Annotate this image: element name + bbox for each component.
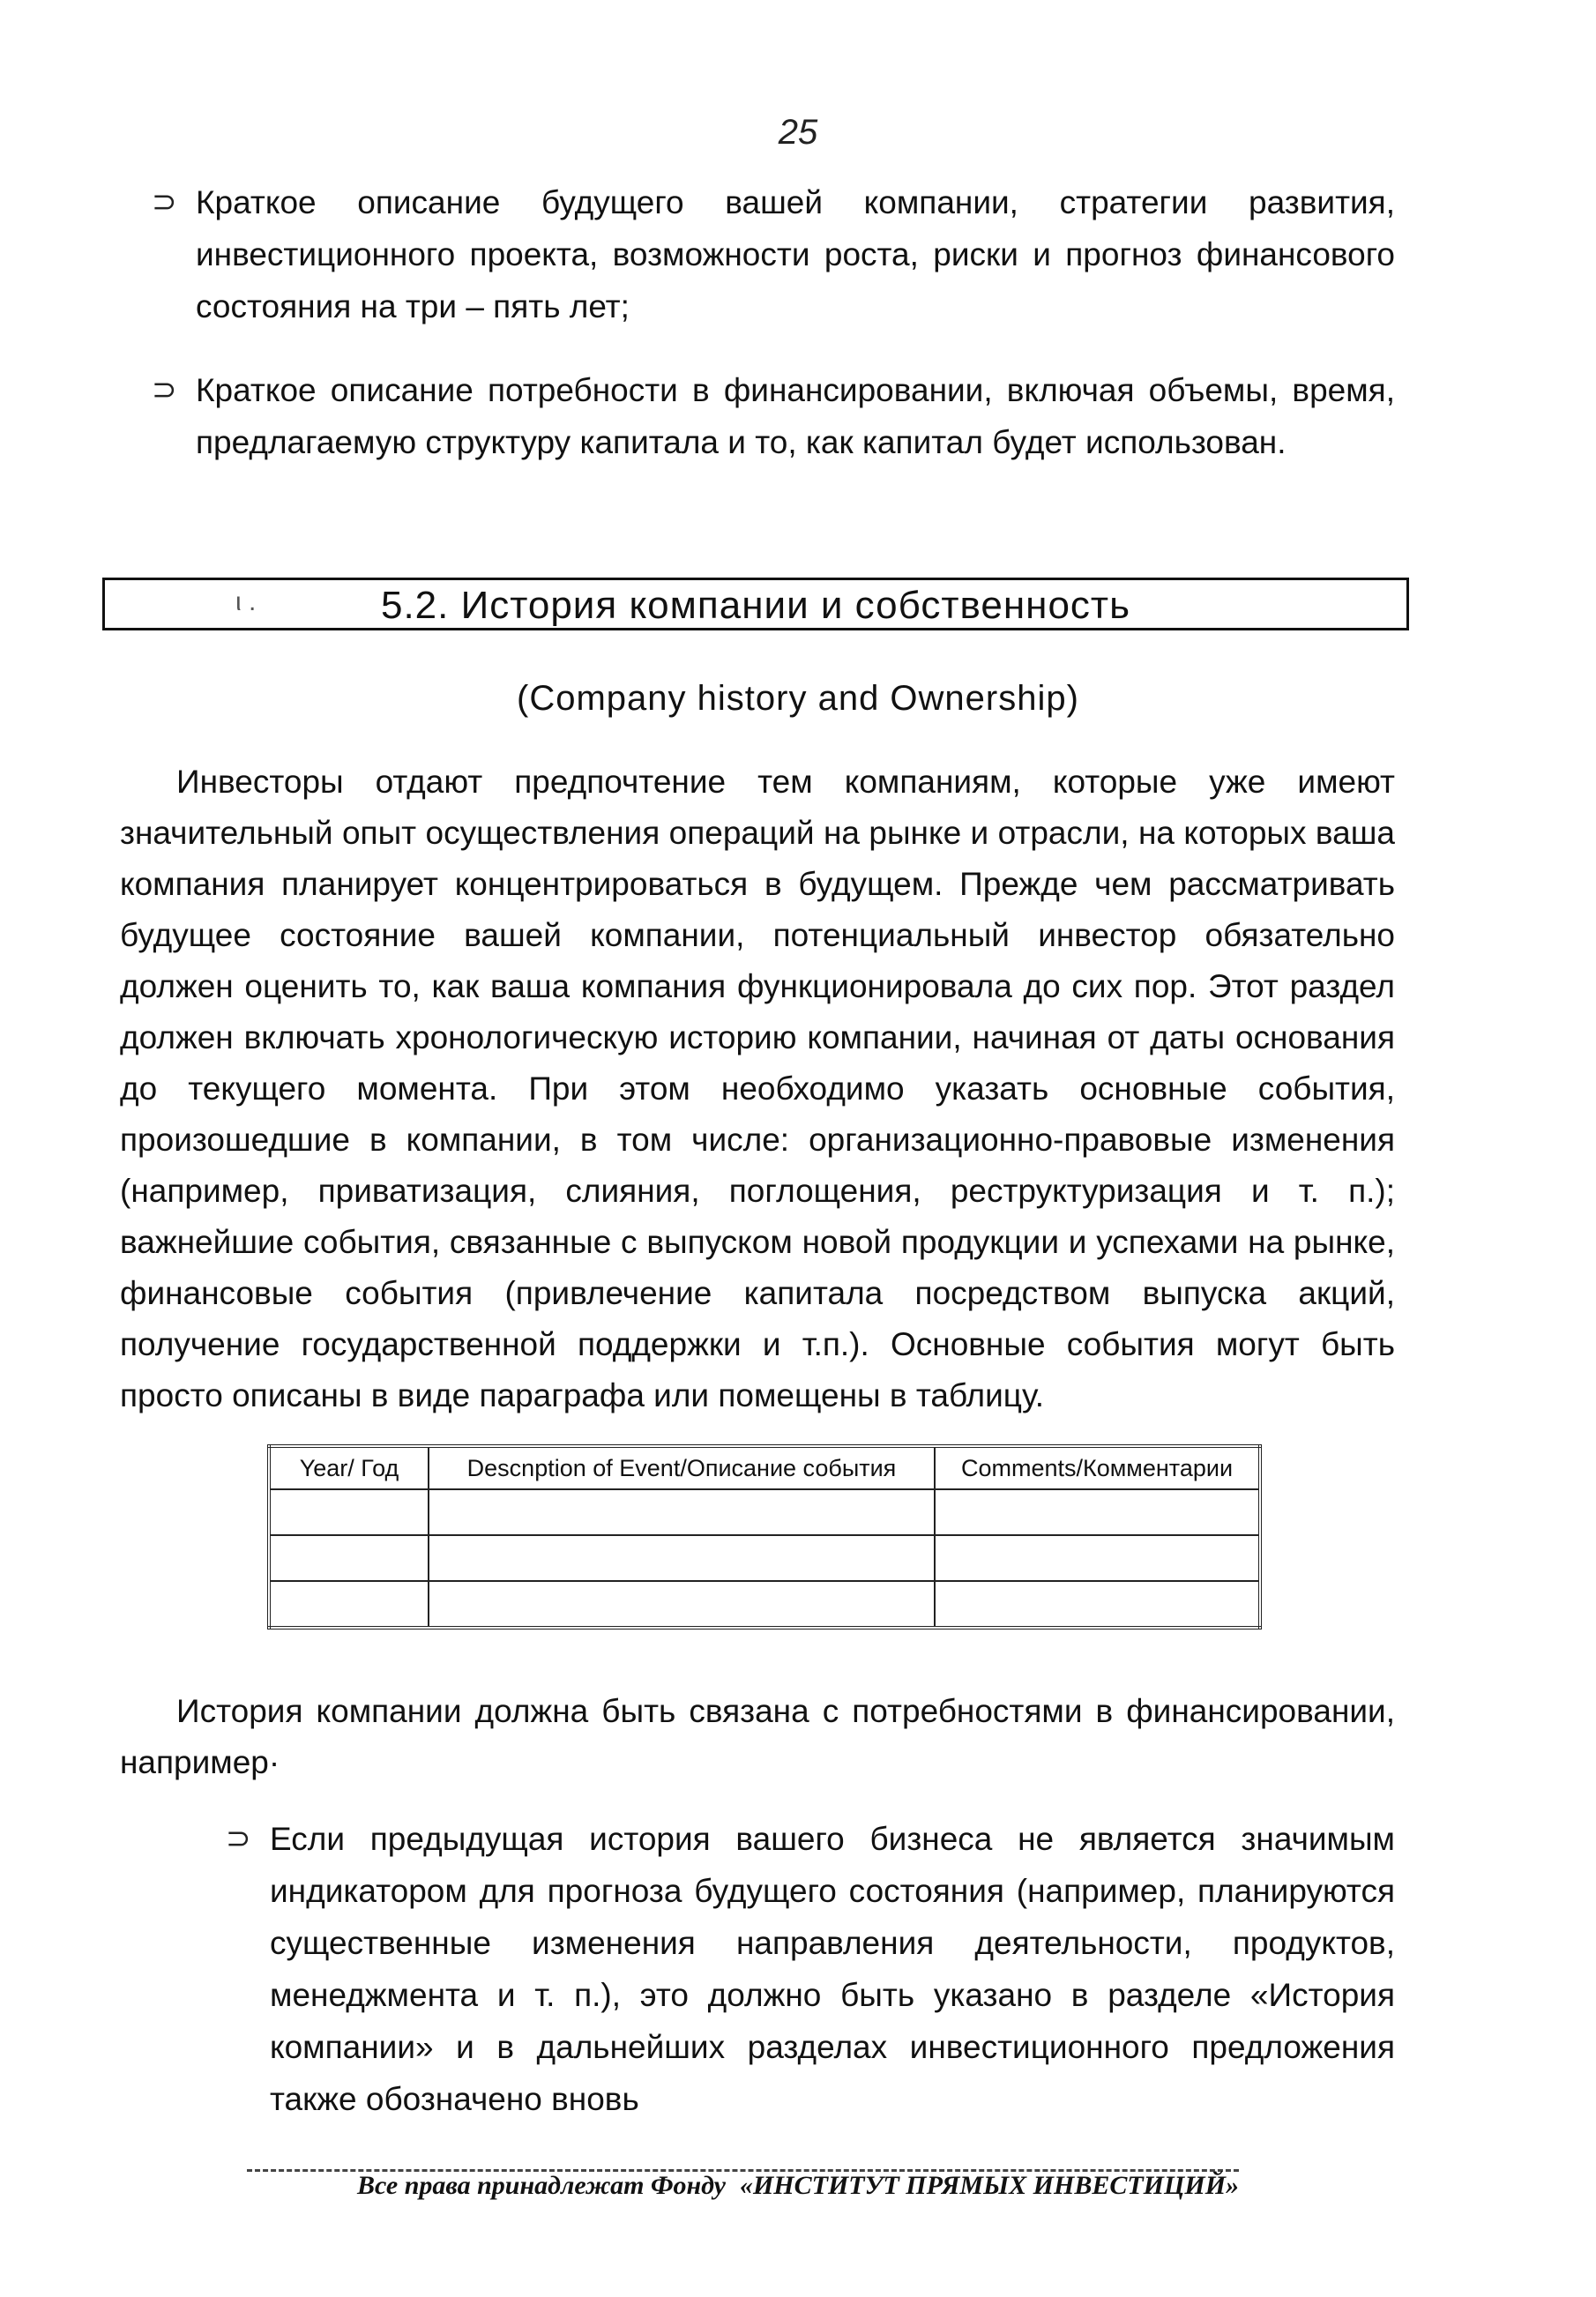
table-cell bbox=[429, 1535, 935, 1581]
body-paragraph bbox=[120, 1686, 1395, 1788]
table-row bbox=[269, 1581, 1260, 1628]
footer-org: «ИНСТИТУТ ПРЯМЫХ ИНВЕСТИЦИЙ» bbox=[739, 2171, 1240, 2200]
table-row bbox=[269, 1489, 1260, 1535]
table-cell bbox=[935, 1489, 1260, 1535]
table-cell bbox=[935, 1535, 1260, 1581]
company-events-table bbox=[267, 1444, 1262, 1630]
table-cell bbox=[269, 1581, 429, 1628]
bullet-text: Если предыдущая история вашего бизнеса не является значимым индикатором для прогноза будущего состояния (например, планируются существенные изменения направления деятельности, продуктов, менеджмента и т. п.), это должно быть указано в разделе «История компании» и в дальнейших разделах инвестиционного предложения также обозначено вновь bbox=[270, 1821, 1395, 2117]
bullet-item-history-significance bbox=[226, 1813, 1395, 2125]
table-cell bbox=[269, 1489, 429, 1535]
table-cell bbox=[269, 1535, 429, 1581]
table-cell bbox=[429, 1489, 935, 1535]
table-cell bbox=[429, 1581, 935, 1628]
column-header-year: Year/ Год bbox=[269, 1446, 429, 1489]
bullet-item-future-description bbox=[152, 176, 1395, 332]
section-title: 5.2. История компании и собственность bbox=[380, 584, 1131, 627]
body-paragraph bbox=[120, 757, 1395, 1421]
table-header-row bbox=[269, 1446, 1260, 1489]
bullet-arrow-icon: ⊃ bbox=[226, 1822, 251, 1855]
column-header-comments: Comments/Комментарии bbox=[935, 1446, 1260, 1489]
bullet-item-financing-needs bbox=[152, 364, 1395, 468]
bullet-text: Краткое описание будущего вашей компании, стратегии развития, инвестиционного проекта, возможности роста, риски и прогноз финансового состояния на три – пять лет; bbox=[196, 184, 1395, 324]
bullet-arrow-icon: ⊃ bbox=[152, 185, 177, 219]
section-heading-box bbox=[102, 578, 1409, 630]
table-cell bbox=[935, 1581, 1260, 1628]
table-row bbox=[269, 1535, 1260, 1581]
page-number: 25 bbox=[778, 113, 818, 152]
bullet-arrow-icon: ⊃ bbox=[152, 373, 177, 406]
paragraph-text: Инвесторы отдают предпочтение тем компаниям, которые уже имеют значительный опыт осуществления операций на рынке и отрасли, на которых ваша компания планирует концентрироваться в будущем. Прежде чем рассматривать будущее состояние вашей компании, потенциальный инвестор обязательно должен оценить то, как ваша компания функционировала до сих пор. Этот раздел должен включать хронологическую историю компании, начиная от даты основания до текущего момента. При этом необходимо указать основные события, произошедшие в компании, в том числе: организационно-правовые изменения (например, приватизация, слияния, поглощения, реструктуризация и т. п.); важнейшие события, связанные с выпуском новой продукции и успехами на рынке, финансовые события (привлечение капитала посредством выпуска акций, получение государственной поддержки и т.п.). Основные события могут быть просто описаны в виде параграфа или помещены в таблицу. bbox=[120, 764, 1395, 1413]
footer-prefix: Все права принадлежат Фонду bbox=[356, 2171, 726, 2200]
column-header-description: Descnption of Event/Описание события bbox=[429, 1446, 935, 1489]
scan-marks: ι . bbox=[235, 587, 257, 616]
paragraph-text: История компании должна быть связана с потребностями в финансировании, например· bbox=[120, 1693, 1395, 1780]
footer-copyright bbox=[0, 2171, 1596, 2201]
bullet-text: Краткое описание потребности в финансировании, включая объемы, время, предлагаемую структуру капитала и то, как капитал будет использован. bbox=[196, 372, 1395, 460]
section-subtitle: (Company history and Ownership) bbox=[517, 679, 1079, 718]
